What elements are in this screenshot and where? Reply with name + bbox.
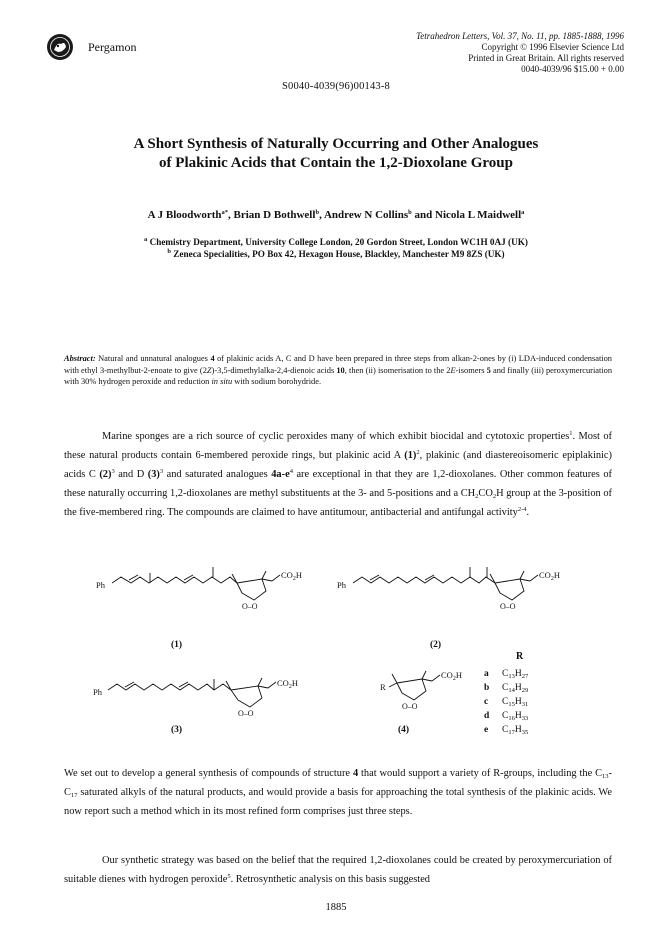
- subscript: 2: [492, 493, 497, 500]
- structure-4-label: (4): [398, 725, 410, 735]
- stereo-descriptor: Z: [206, 365, 212, 375]
- stereo-descriptor: E: [450, 365, 456, 375]
- abstract-text: Natural and unnatural analogues: [95, 354, 211, 363]
- author-2-mark: b: [315, 209, 320, 216]
- compound-ref: (1): [404, 450, 417, 461]
- r-group-formula: $C_{13}H_{27}$: [502, 669, 529, 680]
- affiliation-b-mark: b: [167, 248, 171, 255]
- copyright-line: Copyright © 1996 Elsevier Science Ltd: [481, 42, 624, 52]
- citation: 4: [289, 468, 293, 475]
- r-group-formula: $C_{16}H_{33}$: [502, 711, 529, 722]
- abstract-label: Abstract:: [64, 354, 96, 363]
- abstract-text: and finally (iii) peroxymercuriation with 30% hydrogen peroxide and reduction: [64, 365, 613, 386]
- body-text: .: [526, 507, 530, 518]
- structure-1-bonds: [112, 567, 280, 600]
- citation: 3: [111, 468, 115, 475]
- price-line: 0040-4039/96 $15.00 + 0.00: [521, 64, 624, 74]
- author-4: Nicola L Maidwell: [435, 209, 522, 221]
- author-3-mark: b: [408, 209, 412, 216]
- affiliation-a-mark: a: [144, 236, 148, 243]
- carboxyl-label: $CO_2H$: [277, 678, 298, 690]
- compound-ref: (2): [99, 469, 112, 480]
- body-text: -C: [64, 768, 613, 798]
- phenyl-label: Ph: [93, 687, 102, 697]
- carboxyl-label: $CO_2H$: [441, 670, 462, 682]
- body-text: and saturated analogues: [163, 469, 272, 480]
- carboxyl-label: $CO_2H$: [281, 570, 302, 582]
- body-text: that would support a variety of R-groups, including the C: [358, 768, 603, 779]
- author-separator: ,: [319, 209, 324, 221]
- citation: 1: [569, 430, 573, 437]
- printed-line: Printed in Great Britain. All rights reserved: [468, 53, 624, 63]
- structure-3-label: (3): [171, 725, 183, 735]
- r-group-key: a: [484, 669, 489, 679]
- compound-ref: 5: [486, 365, 491, 375]
- compound-ref: (3): [147, 469, 160, 480]
- r-group-key: b: [484, 683, 490, 693]
- peroxide-label: O–O: [500, 602, 516, 611]
- phenyl-label: Ph: [337, 580, 346, 590]
- author-and: and: [411, 209, 435, 221]
- r-group-formula: $C_{17}H_{35}$: [502, 725, 529, 736]
- structure-4-bonds: [389, 671, 440, 700]
- author-1-mark: a*: [221, 209, 229, 216]
- latin-phrase: in situ: [211, 377, 233, 386]
- title-line-2: of Plakinic Acids that Contain the 1,2-Dioxolane Group: [159, 155, 513, 171]
- body-text: H group at the 3-position of the five-membered ring. The compounds are claimed to have antitumour, antibacterial and antifungal activity: [64, 488, 613, 518]
- citation: 2: [416, 449, 420, 456]
- abstract-text: -isomers: [455, 365, 487, 375]
- compound-ref: 4: [210, 354, 215, 363]
- abstract-text: , then (ii) isomerisation to the 2: [344, 365, 451, 375]
- r-group-formula: $C_{15}H_{31}$: [502, 697, 529, 708]
- body-text: . Retrosynthetic analysis on this basis suggested: [230, 874, 430, 885]
- peroxide-label: O–O: [238, 709, 254, 718]
- body-text: Our synthetic strategy was based on the belief that the required 1,2-dioxolanes could be created by peroxymercuriation of suitable dienes with hydrogen peroxide: [64, 855, 612, 885]
- body-text: saturated alkyls of the natural products, and would provide a basis for approaching the total synthesis of the plakinic acids. We now report such a method which in its most refined form comprises just three steps.: [64, 787, 612, 817]
- body-text: . Most of these natural products contain 6-membered peroxide rings, but plakinic acid A: [64, 431, 612, 461]
- title-line-1: A Short Synthesis of Naturally Occurring and Other Analogues: [133, 136, 539, 152]
- abstract-text: )-3,5-dimethylalka-2,4-dienoic acids: [211, 365, 337, 375]
- author-separator: ,: [228, 209, 234, 221]
- r-group-formula: $C_{14}H_{29}$: [502, 683, 529, 694]
- abstract-text: of plakinic acids A, C and D have been prepared in three steps from alkan-2-ones by (i) LDA-induced condensation with ethyl 3-methylbut-2-enoate to give (2: [64, 354, 612, 375]
- compound-ref: 4a-e: [271, 469, 290, 480]
- r-group-label: R: [380, 682, 386, 692]
- r-group-key: d: [484, 711, 490, 721]
- body-text: are exceptional in that they are 1,2-dioxolanes. Other common features of these naturally occurring 1,2-dioxolanes are methyl substituents at the 3- and 5-positions and a CH: [64, 469, 612, 499]
- body-paragraph-2: [64, 764, 612, 821]
- r-table-header: R: [516, 651, 524, 662]
- phenyl-label: Ph: [96, 580, 105, 590]
- body-text: , plakinic (and diastereoisomeric epiplakinic) acids C: [64, 450, 613, 480]
- publisher-name: Pergamon: [88, 40, 137, 54]
- carboxyl-label: $CO_2H$: [539, 570, 560, 582]
- citation: 3: [159, 468, 164, 475]
- citation: 2-4: [517, 506, 527, 513]
- affiliation-b-text: Zeneca Specialities, PO Box 42, Hexagon House, Blackley, Manchester M9 8ZS (UK): [173, 249, 505, 259]
- subscript: 17: [70, 792, 78, 799]
- subscript: 13: [602, 773, 609, 780]
- journal-citation: Tetrahedron Letters, Vol. 37, No. 11, pp. 1885-1888, 1996: [416, 31, 624, 41]
- page-number: 1885: [325, 902, 347, 913]
- r-group-table: [484, 669, 529, 736]
- author-2: Brian D Bothwell: [233, 209, 316, 221]
- structure-2-label: (2): [430, 640, 442, 650]
- peroxide-label: O–O: [402, 702, 418, 711]
- citation: 5: [227, 873, 231, 880]
- r-group-key: e: [484, 725, 489, 735]
- abstract-text: with sodium borohydride.: [232, 377, 322, 386]
- body-text: We set out to develop a general synthesis of compounds of structure: [64, 768, 353, 779]
- peroxide-label: O–O: [242, 602, 258, 611]
- doi-code: S0040-4039(96)00143-8: [281, 81, 391, 92]
- body-paragraph-3: [64, 851, 612, 889]
- author-1: A J Bloodworth: [147, 209, 222, 221]
- body-text: Marine sponges are a rich source of cyclic peroxides many of which exhibit biocidal and cytotoxic properties: [102, 431, 570, 442]
- compound-ref: 4: [352, 768, 359, 779]
- body-text: CO: [478, 488, 493, 499]
- subscript: 2: [475, 493, 479, 500]
- structure-3-bonds: [108, 678, 276, 707]
- compound-ref: 10: [336, 365, 345, 375]
- structure-1-label: (1): [171, 640, 183, 650]
- author-4-mark: a: [521, 209, 525, 216]
- author-3: Andrew N Collins: [323, 209, 409, 221]
- affiliation-a-text: Chemistry Department, University College London, 20 Gordon Street, London WC1H 0AJ (UK): [149, 237, 528, 247]
- structure-2-bonds: [353, 567, 538, 600]
- r-group-key: c: [484, 697, 489, 707]
- body-text: and D: [114, 469, 148, 480]
